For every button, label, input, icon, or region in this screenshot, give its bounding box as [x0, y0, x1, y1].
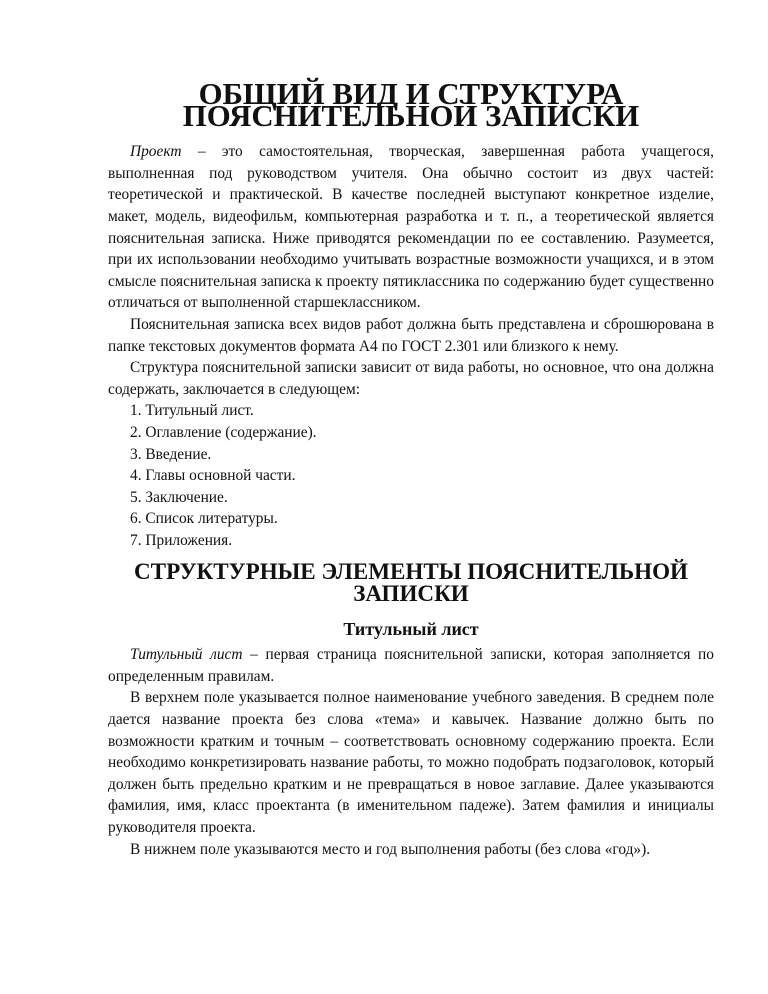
section-title-general: ОБЩИЙ ВИД И СТРУКТУРА ПОЯСНИТЕЛЬНОЙ ЗАПИСКИ — [182, 77, 640, 133]
document-page — [108, 77, 714, 860]
term-title-page: Титульный лист — [130, 646, 243, 664]
list-item: 5. Заключение. — [130, 488, 228, 506]
paragraph-project-definition — [108, 141, 714, 314]
paragraph-format: Пояснительная записка всех видов работ должна быть представлена и сброшюрована в папке текстовых документов формата А4 по ГОСТ 2.301 или близкого к нему. — [108, 315, 714, 355]
term-project: Проект — [130, 143, 182, 161]
title-page-definition-text: – первая страница пояснительной записки, которая заполняется по определенным правилам. — [108, 646, 714, 685]
list-item: 2. Оглавление (содержание). — [130, 423, 317, 441]
list-item: 7. Приложения. — [130, 531, 233, 549]
list-item: 4. Главы основной части. — [130, 467, 296, 485]
paragraph-structure-intro: Структура пояснительной записки зависит от вида работы, но основное, что она должна содержать, заключается в следующем: — [108, 359, 714, 398]
structure-list — [108, 400, 714, 551]
paragraph-lower-field: В нижнем поле указываются место и год выполнения работы (без слова «год»). — [130, 840, 651, 858]
paragraph-title-page-definition — [108, 644, 714, 687]
subsection-title-title-page: Титульный лист — [343, 618, 479, 639]
project-definition-text: – это самостоятельная, творческая, завершенная работа учащегося, выполненная под руководством учителя. Она обычно состоит из двух частей: теоретической и практической. В качестве последней выступают конкретное изделие, макет, модель, видеофильм, компьютерная разработка и т. п., а теоретической является пояснительная записка. Ниже приводятся рекомендации по ее составлению. Разумеется, при их использовании необходимо учитывать возрастные возможности учащихся, и в этом смысле пояснительная записка к проекту пятиклассника по содержанию будет существенно отличаться от выполненной старшеклассником. — [108, 143, 714, 312]
paragraph-upper-middle-fields: В верхнем поле указывается полное наименование учебного заведения. В среднем поле дается название проекта без слова «тема» и кавычек. Название должно быть по возможности кратким и точным – соответствовать основному содержанию проекта. Если необходимо конкретизировать название работы, то можно подобрать подзаголовок, который должен быть предельно кратким и не превращаться в новое заглавие. Далее указываются фамилия, имя, класс проектанта (в именительном падеже). Затем фамилия и инициалы руководителя проекта. — [108, 689, 714, 836]
list-item: 6. Список литературы. — [130, 510, 278, 528]
list-item: 3. Введение. — [130, 445, 212, 463]
section-title-elements: СТРУКТУРНЫЕ ЭЛЕМЕНТЫ ПОЯСНИТЕЛЬНОЙ ЗАПИСКИ — [134, 558, 688, 607]
list-item: 1. Титульный лист. — [130, 402, 254, 420]
